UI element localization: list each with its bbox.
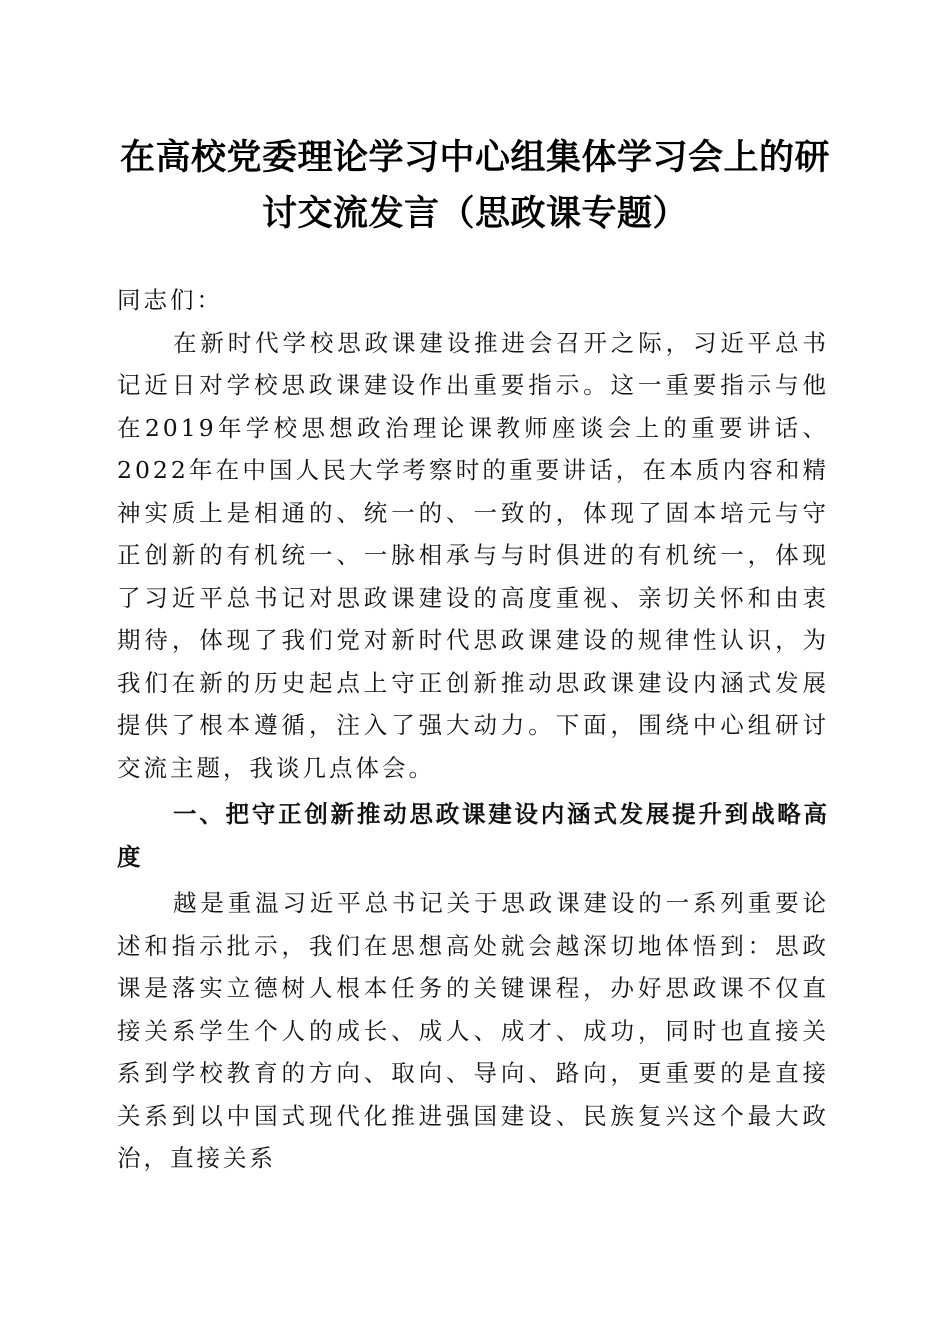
paragraph-intro: 在新时代学校思政课建设推进会召开之际，习近平总书记近日对学校思政课建设作出重要指示。这一重要指示与他在2019年学校思想政治理论课教师座谈会上的重要讲话、2022年在中国人民大学考察时的重要讲话，在本质内容和精神实质上是相通的、统一的、一致的，体现了固本培元与守正创新的有机统一、一脉相承与与时俱进的有机统一，体现了习近平总书记对思政课建设的高度重视、亲切关怀和由衷期待，体现了我们党对新时代思政课建设的规律性认识，为我们在新的历史起点上守正创新推动思政课建设内涵式发展提供了根本遵循，注入了强大动力。下面，围绕中心组研讨交流主题，我谈几点体会。 bbox=[117, 328, 829, 782]
title-line-1: 在高校党委理论学习中心组集体学习会上的研 bbox=[119, 137, 830, 178]
paragraph-section-1: 越是重温习近平总书记关于思政课建设的一系列重要论述和指示批示，我们在思想高处就会越深切地体悟到：思政课是落实立德树人根本任务的关键课程，办好思政课不仅直接关系学生个人的成长、成人、成才、成功，同时也直接关系到学校教育的方向、取向、导向、路向，更重要的是直接关系到以中国式现代化推进强国建设、民族复兴这个最大政治，直接关系 bbox=[117, 889, 829, 1172]
title-line-2: 讨交流发言（思政课专题） bbox=[261, 193, 688, 234]
document-body bbox=[117, 279, 829, 1180]
salutation: 同志们： bbox=[117, 286, 223, 314]
section-heading-1: 一、把守正创新推动思政课建设内涵式发展提升到战略高度 bbox=[117, 800, 829, 871]
document-title bbox=[110, 130, 840, 242]
